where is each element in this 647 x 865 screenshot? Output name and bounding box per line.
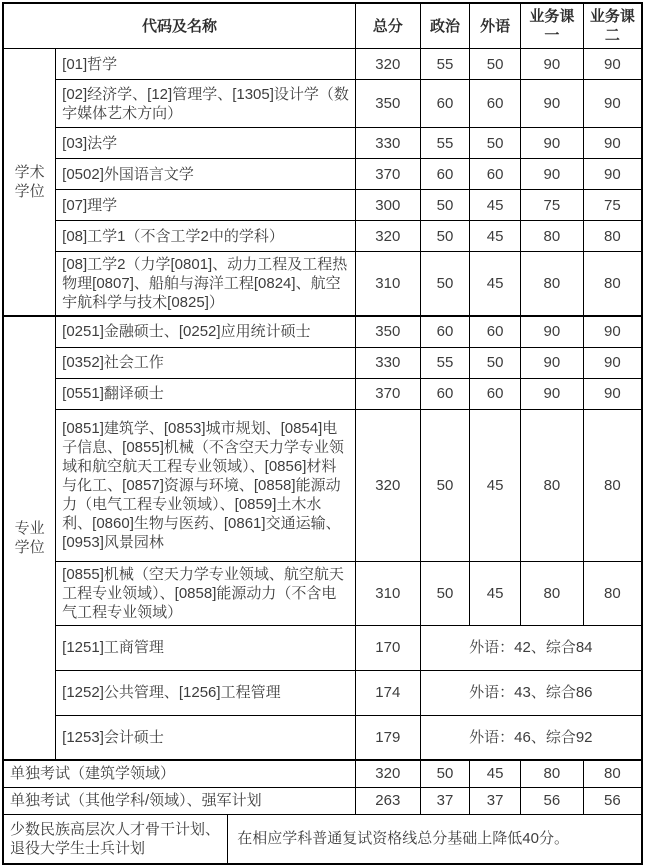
cell-total: 310 [355, 252, 420, 317]
cell-total: 330 [355, 347, 420, 378]
cell-name: [0352]社会工作 [56, 347, 356, 378]
table-row [3, 625, 642, 670]
cell-foreign: 50 [470, 128, 521, 159]
cell-name: [07]理学 [56, 190, 356, 221]
cell-course1: 75 [520, 190, 583, 221]
cell-course2: 90 [583, 49, 642, 80]
table-row [3, 316, 642, 347]
cell-course1: 90 [520, 80, 583, 128]
cell-total: 350 [355, 316, 420, 347]
cell-total: 300 [355, 190, 420, 221]
cell-foreign: 50 [470, 49, 521, 80]
cell-course1: 90 [520, 128, 583, 159]
cell-foreign: 60 [470, 316, 521, 347]
cell-foreign: 45 [470, 252, 521, 317]
cell-name: [08]工学2（力学[0801]、动力工程及工程热物理[0807]、船舶与海洋工程[0824]、航空宇航科学与技术[0825]） [56, 252, 356, 317]
cell-politics: 50 [420, 409, 470, 561]
cell-footer-note: 在相应学科普通复试资格线总分基础上降低40分。 [228, 814, 642, 864]
cell-course2: 80 [583, 252, 642, 317]
category-academic-label: 学术学位 [3, 49, 56, 317]
table-row [3, 409, 642, 561]
table-row [3, 670, 642, 715]
cell-course2: 56 [583, 787, 642, 814]
cell-name: [02]经济学、[12]管理学、[1305]设计学（数字媒体艺术方向） [56, 80, 356, 128]
table-footer-row [3, 814, 642, 864]
cell-course2: 75 [583, 190, 642, 221]
cell-total: 320 [355, 760, 420, 787]
cell-politics: 50 [420, 561, 470, 625]
cell-total: 370 [355, 378, 420, 409]
cell-total: 350 [355, 80, 420, 128]
header-foreign: 外语 [470, 3, 521, 49]
cell-total: 330 [355, 128, 420, 159]
cell-name: [0502]外国语言文学 [56, 159, 356, 190]
cell-course2: 90 [583, 80, 642, 128]
header-politics: 政治 [420, 3, 470, 49]
cell-name: [0855]机械（空天力学专业领域、航空航天工程专业领域）、[0858]能源动力（不含电气工程专业领域） [56, 561, 356, 625]
table-row [3, 715, 642, 760]
cell-total: 170 [355, 625, 420, 670]
cell-politics: 50 [420, 190, 470, 221]
cell-name: [08]工学1（不含工学2中的学科） [56, 221, 356, 252]
cell-name: 单独考试（建筑学领域） [3, 760, 355, 787]
cell-course2: 90 [583, 378, 642, 409]
cell-foreign: 45 [470, 561, 521, 625]
cell-politics: 60 [420, 316, 470, 347]
cell-name: 单独考试（其他学科/领域）、强军计划 [3, 787, 355, 814]
cell-course1: 90 [520, 159, 583, 190]
cell-foreign: 45 [470, 409, 521, 561]
cell-foreign: 45 [470, 221, 521, 252]
cell-politics: 50 [420, 221, 470, 252]
table-header-row [3, 3, 642, 49]
cell-politics: 55 [420, 128, 470, 159]
cell-course2: 80 [583, 561, 642, 625]
cell-total: 174 [355, 670, 420, 715]
cell-name: [0851]建筑学、[0853]城市规划、[0854]电子信息、[0855]机械（不含空天力学专业领域和航空航天工程专业领域）、[0856]材料与化工、[0857]资源与环境、[0858]能源动力（电气工程专业领域）、[0859]土木水利、[0860]生物与医药、[0861]交通运输、[0953]风景园林 [56, 409, 356, 561]
cell-course2: 90 [583, 159, 642, 190]
cell-politics: 55 [420, 49, 470, 80]
category-professional-label: 专业学位 [3, 316, 56, 760]
cell-foreign: 45 [470, 760, 521, 787]
cell-course1: 56 [520, 787, 583, 814]
cell-total: 310 [355, 561, 420, 625]
cell-course1: 80 [520, 561, 583, 625]
table-row [3, 378, 642, 409]
cell-politics: 60 [420, 378, 470, 409]
cell-total: 370 [355, 159, 420, 190]
cell-politics: 50 [420, 760, 470, 787]
table-row [3, 159, 642, 190]
cell-name: [1251]工商管理 [56, 625, 356, 670]
cell-politics: 50 [420, 252, 470, 317]
cell-course1: 80 [520, 760, 583, 787]
header-course2: 业务课二 [583, 3, 642, 49]
cell-name: [0551]翻译硕士 [56, 378, 356, 409]
header-course1: 业务课一 [520, 3, 583, 49]
cell-course2: 80 [583, 221, 642, 252]
cell-course1: 90 [520, 378, 583, 409]
cell-name: [1253]会计硕士 [56, 715, 356, 760]
cell-name: [1252]公共管理、[1256]工程管理 [56, 670, 356, 715]
table-row [3, 787, 642, 814]
cell-foreign: 45 [470, 190, 521, 221]
cell-name: [03]法学 [56, 128, 356, 159]
cell-total: 179 [355, 715, 420, 760]
cell-total: 320 [355, 221, 420, 252]
table-row [3, 190, 642, 221]
score-line-table [2, 2, 643, 865]
cell-foreign: 60 [470, 80, 521, 128]
cell-course1: 90 [520, 347, 583, 378]
table-row [3, 561, 642, 625]
table-row [3, 80, 642, 128]
cell-total: 320 [355, 49, 420, 80]
table-row [3, 49, 642, 80]
table-row [3, 760, 642, 787]
cell-foreign: 60 [470, 159, 521, 190]
cell-course2: 80 [583, 409, 642, 561]
cell-politics: 60 [420, 159, 470, 190]
table-row [3, 252, 642, 317]
cell-course1: 80 [520, 221, 583, 252]
cell-politics: 55 [420, 347, 470, 378]
cell-combined-note: 外语：43、综合86 [420, 670, 642, 715]
table-row [3, 221, 642, 252]
cell-course1: 80 [520, 409, 583, 561]
cell-course2: 80 [583, 760, 642, 787]
cell-name: [0251]金融硕士、[0252]应用统计硕士 [56, 316, 356, 347]
cell-course1: 80 [520, 252, 583, 317]
cell-combined-note: 外语：42、综合84 [420, 625, 642, 670]
table-row [3, 347, 642, 378]
cell-name: 少数民族高层次人才骨干计划、退役大学生士兵计划 [3, 814, 228, 864]
cell-foreign: 60 [470, 378, 521, 409]
cell-total: 320 [355, 409, 420, 561]
cell-total: 263 [355, 787, 420, 814]
cell-foreign: 37 [470, 787, 521, 814]
cell-course1: 90 [520, 316, 583, 347]
cell-course1: 90 [520, 49, 583, 80]
cell-combined-note: 外语：46、综合92 [420, 715, 642, 760]
cell-course2: 90 [583, 316, 642, 347]
cell-politics: 60 [420, 80, 470, 128]
cell-politics: 37 [420, 787, 470, 814]
table-row [3, 128, 642, 159]
cell-foreign: 50 [470, 347, 521, 378]
header-code-name: 代码及名称 [3, 3, 355, 49]
cell-course2: 90 [583, 347, 642, 378]
cell-name: [01]哲学 [56, 49, 356, 80]
header-total: 总分 [355, 3, 420, 49]
cell-course2: 90 [583, 128, 642, 159]
